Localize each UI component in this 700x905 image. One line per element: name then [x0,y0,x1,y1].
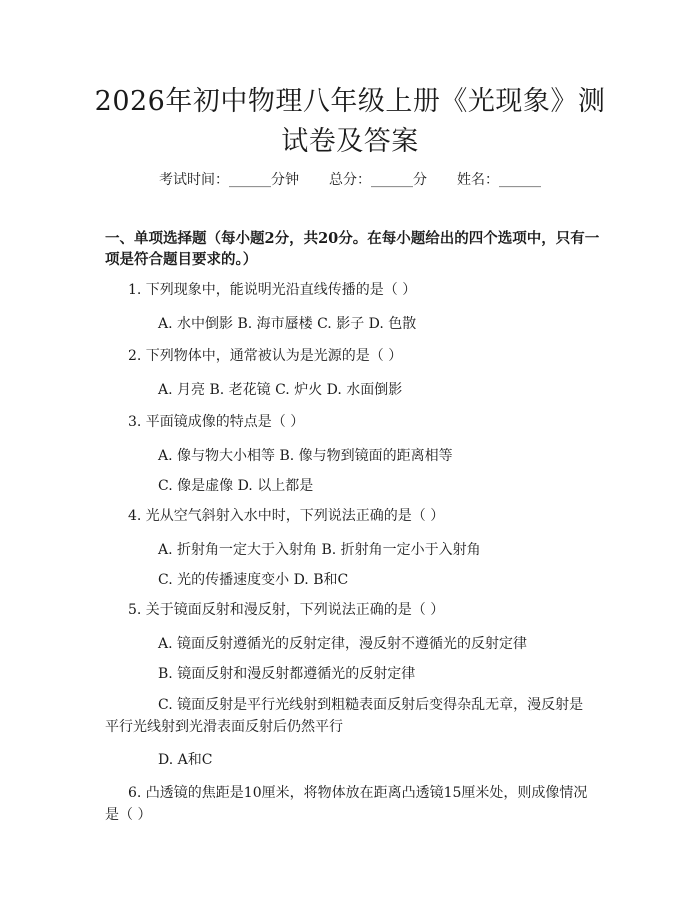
question-options: A. 水中倒影 B. 海市蜃楼 C. 影子 D. 色散 [158,316,417,332]
question-options: C. 镜面反射是平行光线射到粗糙表面反射后变得杂乱无章，漫反射是平行光线射到光滑表面反射后仍然平行 [105,697,584,735]
question-options: A. 镜面反射遵循光的反射定律，漫反射不遵循光的反射定律 [158,636,528,652]
question-options: B. 镜面反射和漫反射都遵循光的反射定律 [158,666,416,682]
question-options: D. A和C [158,752,213,768]
question-stem: 3. 平面镜成像的特点是（ ） [128,414,305,430]
total-score-label: 总分：______分 [329,172,427,188]
question-options: A. 像与物大小相等 B. 像与物到镜面的距离相等 [158,448,453,464]
exam-info-row [0,170,700,190]
question-stem: 6. 凸透镜的焦距是10厘米，将物体放在距离凸透镜15厘米处，则成像情况是（ ） [105,785,588,823]
question-options: C. 像是虚像 D. 以上都是 [158,478,314,494]
question-options: A. 月亮 B. 老花镜 C. 炉火 D. 水面倒影 [158,382,403,398]
question-options: A. 折射角一定大于入射角 B. 折射角一定小于入射角 [158,542,481,558]
exam-time-label: 考试时间：______分钟 [159,172,299,188]
question-stem: 2. 下列物体中，通常被认为是光源的是（ ） [128,348,403,364]
section-heading: 一、单项选择题（每小题2分，共20分。在每小题给出的四个选项中，只有一项是符合题目要求的。） [105,230,600,268]
question-stem: 4. 光从空气斜射入水中时，下列说法正确的是（ ） [128,508,445,524]
student-name-label: 姓名：______ [457,172,541,188]
question-stem: 1. 下列现象中，能说明光沿直线传播的是（ ） [128,282,417,298]
question-options: C. 光的传播速度变小 D. B和C [158,572,349,588]
page-title: 2026年初中物理八年级上册《光现象》测试卷及答案 [94,86,606,157]
question-stem: 5. 关于镜面反射和漫反射，下列说法正确的是（ ） [128,602,445,618]
